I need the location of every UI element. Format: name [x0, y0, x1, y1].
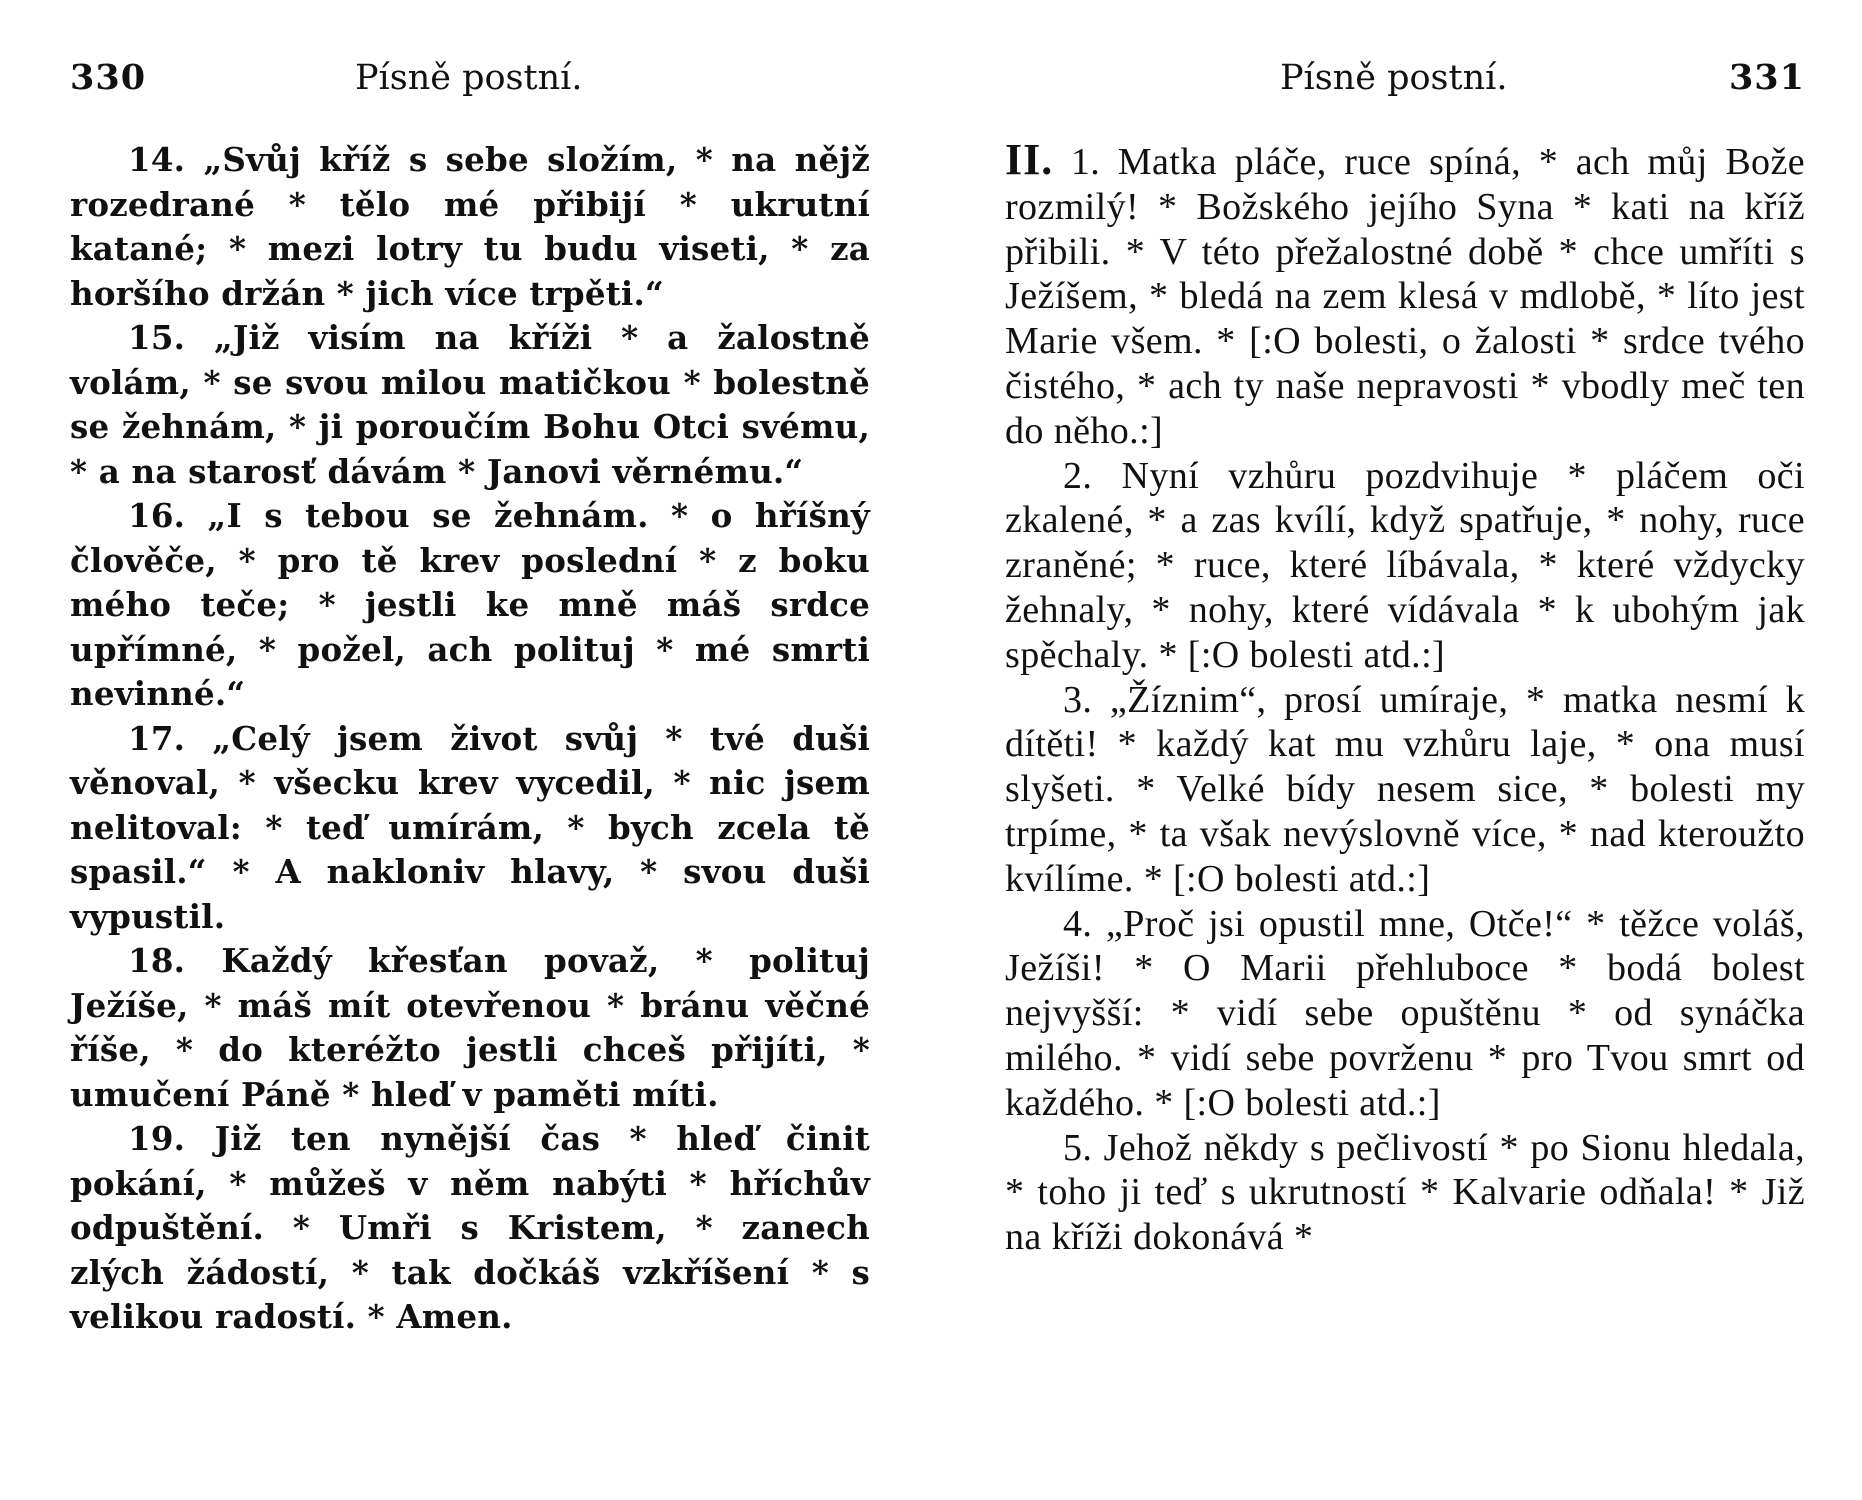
- running-title: Písně postní.: [1280, 58, 1508, 98]
- song-ii-stanza-3: 3. „Žíznim“, prosí umíraje, * matka nesmí k dítěti! * každý kat mu vzhůru laje, * ona musí slyšeti. * Velké bídy nesem sice, * bolesti my trpíme, * ta však nevýslovně více, * nad kteroužto kvílíme. * [:O bolesti atd.:]: [1005, 678, 1805, 900]
- stanza-18: 18. Každý křesťan považ, * polituj Ježíše, * máš mít otevřenou * bránu věčné říše, * do kteréžto jestli chceš přijíti, * umučení Páně * hleď v paměti míti.: [70, 941, 870, 1114]
- stanza-19: 19. Již ten nynější čas * hleď činit pokání, * můžeš v něm nabýti * hříchův odpuštění. * Umři s Kristem, * zanech zlých žádostí, * tak dočkáš vzkříšení * s velikou radostí. * Amen.: [70, 1119, 870, 1336]
- stanza-15: 15. „Již visím na kříži * a žalostně volám, * se svou milou matičkou * bolestně se žehnám, * ji poroučím Bohu Otci svému, * a na starosť dávám * Janovi věrnému.“: [70, 318, 870, 491]
- left-page: [70, 0, 870, 1500]
- song-ii-stanza-2: 2. Nyní vzhůru pozdvihuje * pláčem oči zkalené, * a zas kvílí, když spatřuje, * nohy, ruce zraněné; * ruce, které líbávala, * které vždycky žehnaly, * nohy, které vídávala * k ubohým jak spěchaly. * [:O bolesti atd.:]: [1005, 454, 1805, 676]
- stanza-1-text: 1. Matka pláče, ruce spíná, * ach můj Bože rozmilý! * Božského jejího Syna * kati na kříž přibili. * V této přežalostné době * chce umříti s Ježíšem, * bledá na zem klesá v mdlobě, * líto jest Marie všem. * [:O bolesti, o žalosti * srdce tvého čistého, * ach ty naše nepravosti * vbodly meč ten do něho.:]: [1005, 141, 1805, 452]
- song-ii-stanza-5: 5. Jehož někdy s pečlivostí * po Sionu hledala, * toho ji teď s ukrutností * Kalvarie odňala! * Již na kříži dokonává *: [1005, 1126, 1805, 1259]
- page-number: 330: [70, 57, 147, 98]
- right-body-text: [1005, 135, 1805, 1260]
- song-ii-stanza-1: [1005, 135, 1805, 454]
- right-running-head: [1005, 54, 1805, 102]
- section-numeral: II.: [1005, 135, 1054, 184]
- page-number: 331: [1728, 57, 1805, 98]
- left-body-text: [70, 138, 870, 1340]
- running-title: Písně postní.: [355, 58, 583, 98]
- stanza-16: 16. „I s tebou se žehnám. * o hříšný člověče, * pro tě krev poslední * z boku mého teče; * jestli ke mně máš srdce upřímné, * požel, ach polituj * mé smrti nevinné.“: [70, 496, 870, 713]
- right-page: [1005, 0, 1805, 1500]
- stanza-17: 17. „Celý jsem život svůj * tvé duši věnoval, * všecku krev vycedil, * nic jsem nelitoval: * teď umírám, * bych zcela tě spasil.“ * A nakloniv hlavy, * svou duši vypustil.: [70, 718, 870, 936]
- song-ii-stanza-4: 4. „Proč jsi opustil mne, Otče!“ * těžce voláš, Ježíši! * O Marii přehluboce * bodá bolest nejvyšší: * vidí sebe opuštěnu * od synáčka milého. * vidí sebe povrženu * pro Tvou smrt od každého. * [:O bolesti atd.:]: [1005, 902, 1805, 1124]
- left-running-head: [70, 54, 870, 102]
- stanza-14: 14. „Svůj kříž s sebe složím, * na nějž rozedrané * tělo mé přibijí * ukrutní katané; * mezi lotry tu budu viseti, * za horšího držán * jich více trpěti.“: [70, 140, 870, 313]
